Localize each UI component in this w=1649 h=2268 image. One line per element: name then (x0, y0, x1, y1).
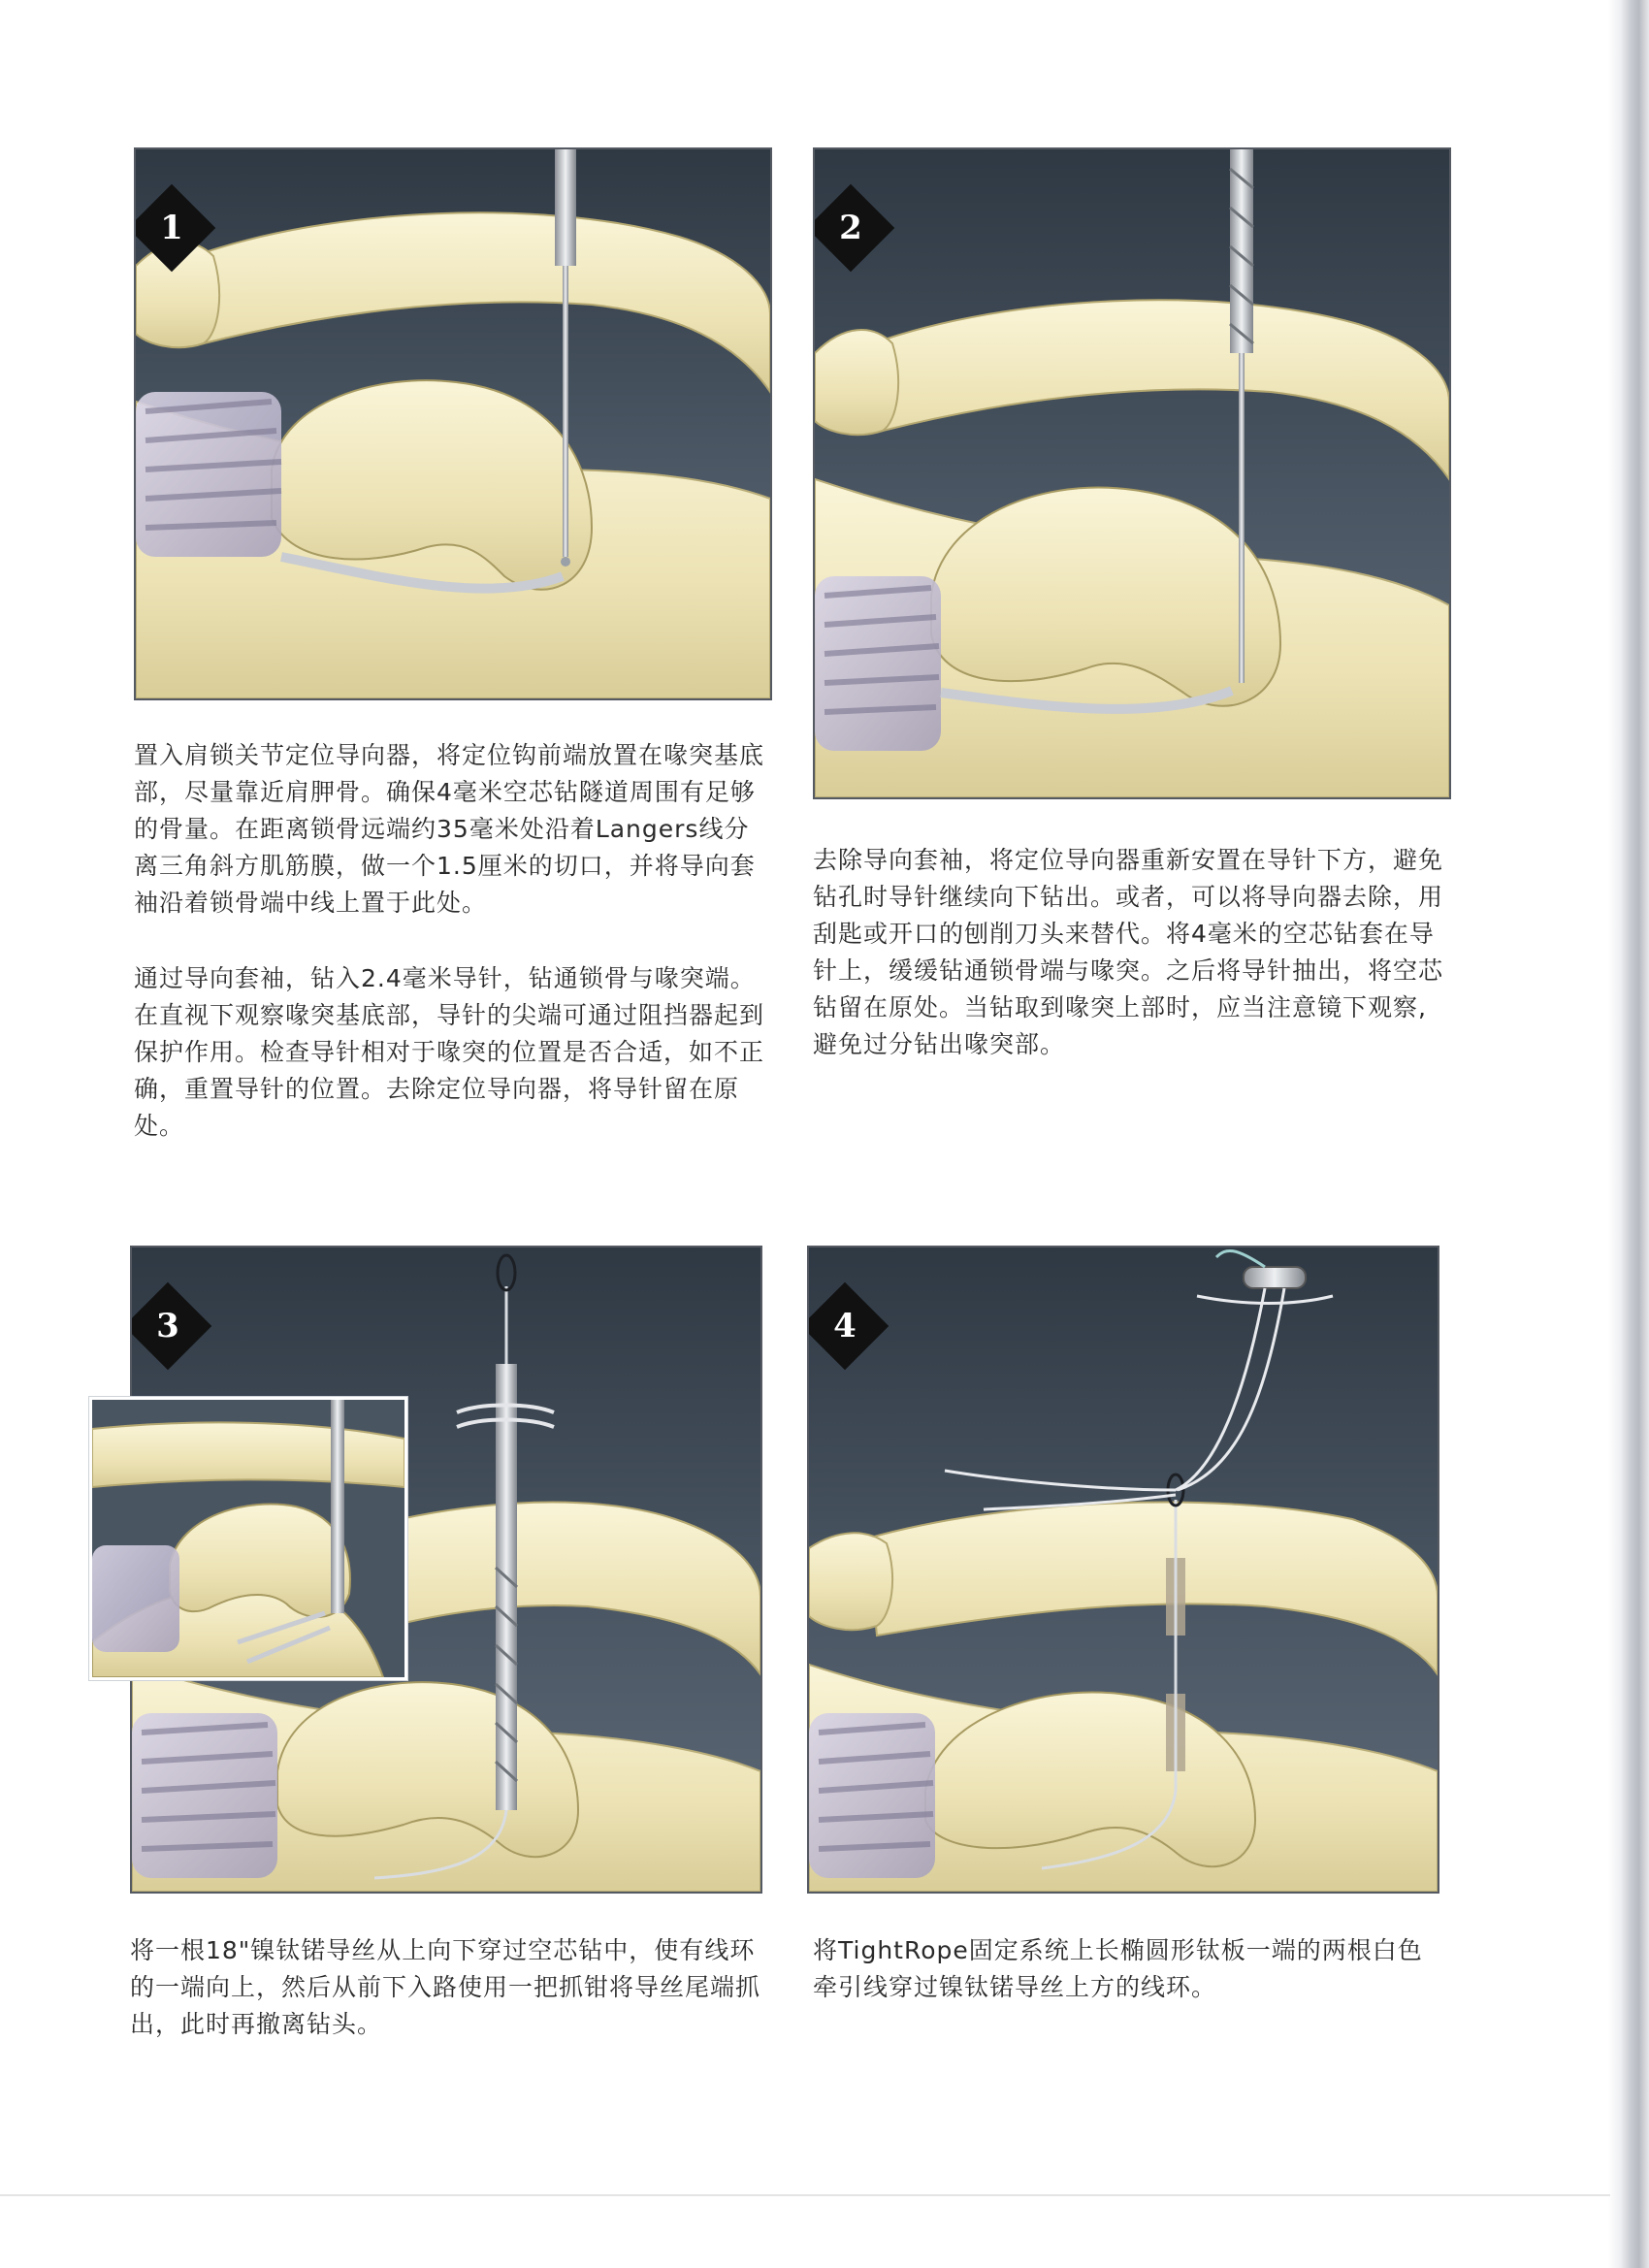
step-1-paragraph-2: 通过导向套袖，钻入2.4毫米导针，钻通锁骨与喙突端。在直视下观察喙突基底部，导针的尖端可通过阻挡器起到保护作用。检查导针相对于喙突的位置是否合适，如不正确，重置导针的位置。去除定位导向器，将导针留在原处。 (134, 964, 765, 1140)
step-number: 1 (160, 209, 183, 247)
illustration-step-2 (813, 147, 1451, 799)
inset-illustration (92, 1400, 404, 1677)
shoulder-illustration-4 (809, 1247, 1438, 1892)
page-bottom-rule (0, 2194, 1610, 2196)
step-badge-1 (134, 184, 215, 272)
inset-detail-step-3 (89, 1397, 407, 1680)
step-2-paragraph: 去除导向套袖，将定位导向器重新安置在导针下方，避免钻孔时导针继续向下钻出。或者，可以将导向器去除，用刮匙或开口的刨削刀头来替代。将4毫米的空芯钻套在导针上，缓缓钻通锁骨端与喙突。之后将导针抽出，将空芯钻留在原处。当钻取到喙突上部时，应当注意镜下观察,避免过分钻出喙突部。 (813, 846, 1444, 1058)
illustration-step-1 (134, 147, 772, 700)
step-number: 2 (839, 209, 862, 247)
guide-handle-2 (815, 576, 941, 751)
inset-guide-handle (92, 1545, 179, 1652)
step-4-paragraph: 将TightRope固定系统上长椭圆形钛板一端的两根白色牵引线穿过镍钛锘导丝上方的线环。 (813, 1936, 1423, 2001)
step-number: 4 (833, 1307, 857, 1345)
shoulder-illustration-2 (815, 149, 1449, 797)
step-1-paragraph-1: 置入肩锁关节定位导向器，将定位钩前端放置在喙突基底部，尽量靠近肩胛骨。确保4毫米空芯钻隧道周围有足够的骨量。在距离锁骨远端约35毫米处沿着Langers线分离三角斜方肌筋膜，做一个1.5厘米的切口，并将导向套袖沿着锁骨端中线上置于此处。 (134, 741, 765, 917)
step-badge-2 (813, 184, 894, 272)
guide-handle-4 (809, 1713, 935, 1878)
guide-handle-1 (136, 392, 281, 557)
illustration-step-4 (807, 1246, 1439, 1894)
step-badge-3 (130, 1282, 211, 1370)
step-badge-4 (807, 1282, 889, 1370)
step-3-paragraph: 将一根18"镍钛锘导丝从上向下穿过空芯钻中，使有线环的一端向上，然后从前下入路使用一把抓钳将导丝尾端抓出，此时再撤离钻头。 (130, 1936, 761, 2038)
guide-handle-3 (132, 1713, 277, 1878)
step-number: 3 (156, 1307, 179, 1345)
page-edge-shadow (1608, 0, 1649, 2268)
shoulder-illustration-1 (136, 149, 770, 698)
